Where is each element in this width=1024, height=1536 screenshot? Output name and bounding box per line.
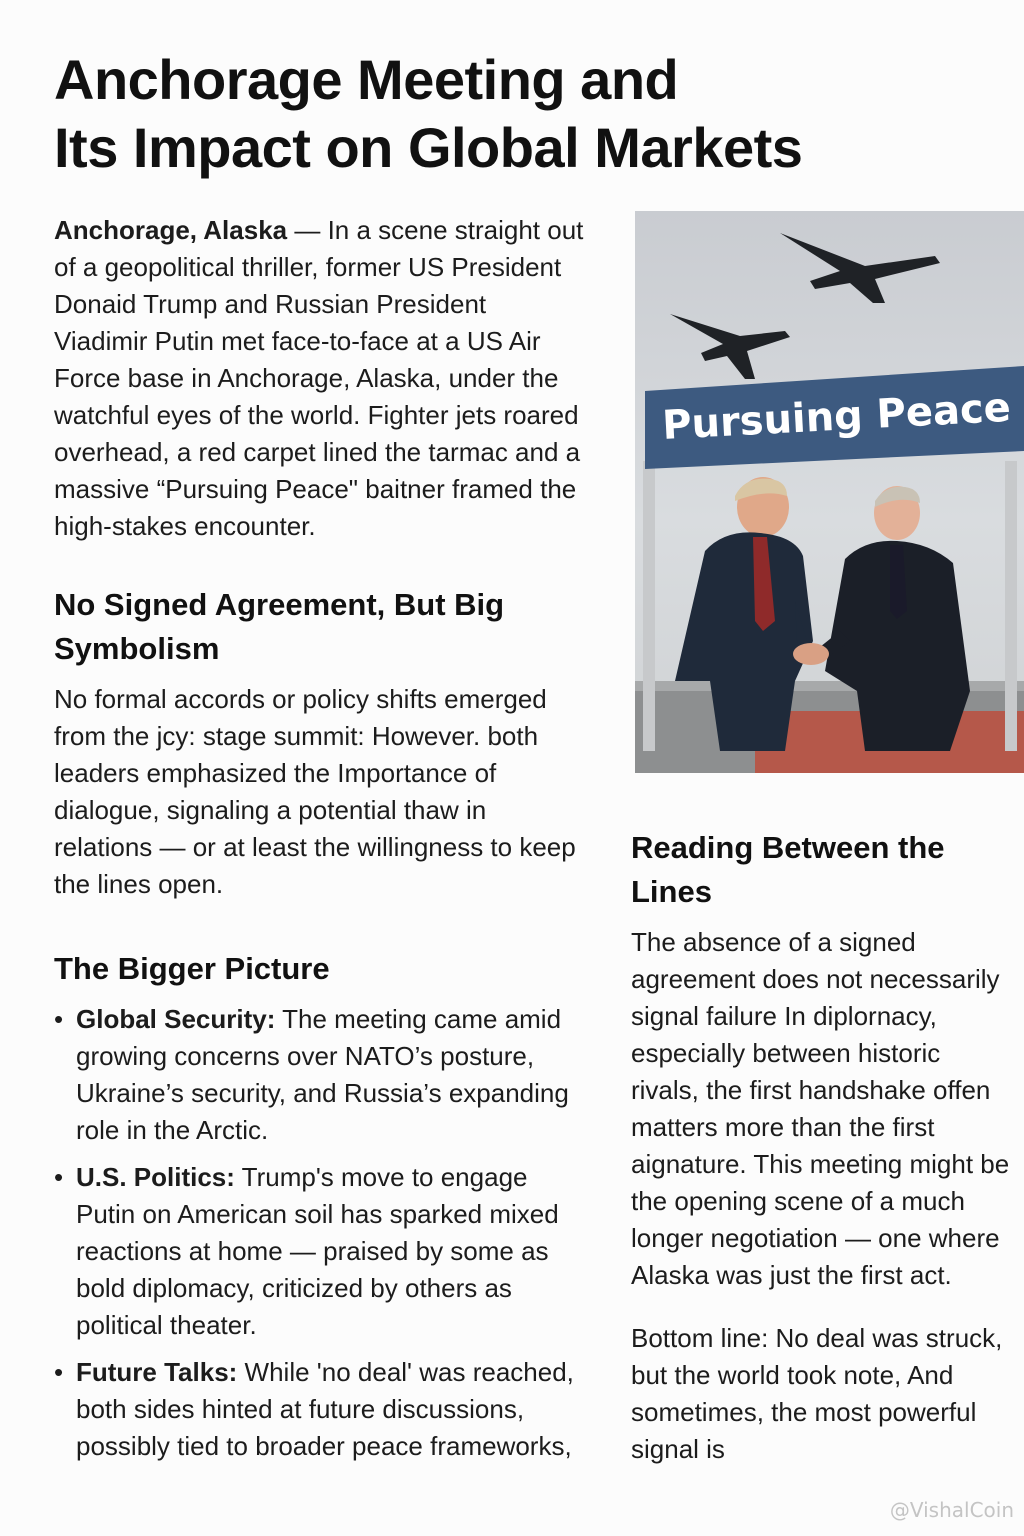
bullet-label: Future Talks: [76,1357,238,1387]
section-heading-bigger-picture: The Bigger Picture [54,951,330,986]
bullet-text: Trump's move to engage Putin on American soil has sparked mixed reactions at home — praised by some as bold diplomacy, criticized by others as political theater. [76,1162,559,1340]
handshake [793,643,829,665]
title-line-2: Its Impact on Global Markets [54,116,803,179]
section-heading-symbolism: No Signed Agreement, But Big Symbolism [54,587,505,666]
section-text-reading: The absence of a signed agreement does not necessarily signal failure In diplornacy, especially between historic rivals, the first handshake offen matters more than the first aignature. This meeting might be the opening scene of a much longer negotiation — one where Alaska was just the first act. [631,927,1010,1290]
bullet-text: While 'no deal' was reached, both sides hinted at future discussions, possibly tied to broader peace frameworks, [76,1357,574,1461]
title-line-1: Anchorage Meeting and [54,48,679,111]
fighter-jet-icon [780,233,940,303]
bullet-label: Global Security: [76,1004,276,1034]
article-title [54,46,954,182]
watermark: @VishalCoin [889,1498,1014,1522]
banner-sign-text: Pursuing Peace [661,384,1012,449]
bullet-label: U.S. Politics: [76,1162,235,1192]
bottom-line-text: Bottom line: No deal was struck, but the world took note, And sometimes, the most powerful signal is [631,1323,1003,1464]
fighter-jet-icon [670,314,790,379]
list-item [54,1159,584,1344]
summit-photo-illustration [635,211,1024,773]
list-item [54,1001,584,1149]
section-heading-reading: Reading Between the Lines [631,830,945,909]
summit-photo [635,211,1024,773]
right-column [631,826,1011,1468]
bullet-text: The meeting came amid growing concerns over NATO’s posture, Ukraine’s security, and Russia’s expanding role in the Arctic. [76,1004,569,1145]
left-column [54,212,584,1475]
lede-paragraph [54,212,584,545]
section-text-symbolism: No formal accords or policy shifts emerged from the jcy: stage summit: However. both leaders emphasized the Importance of dialogue, signaling a potential thaw in relations — or at least the willingness to keep the lines open. [54,684,576,899]
lede-text: — In a scene straight out of a geopolitical thriller, former US President Donaid Trump and Russian President Viadimir Putin met face-to-face at a US Air Force base in Anchorage, Alaska, under the watchful eyes of the world. Fighter jets roared overhead, a red carpet lined the tarmac and a massive “Pursuing Peace" baitner framed the high-stakes encounter. [54,215,584,541]
dateline: Anchorage, Alaska [54,215,288,245]
bigger-picture-list [54,1001,584,1465]
list-item [54,1354,584,1465]
